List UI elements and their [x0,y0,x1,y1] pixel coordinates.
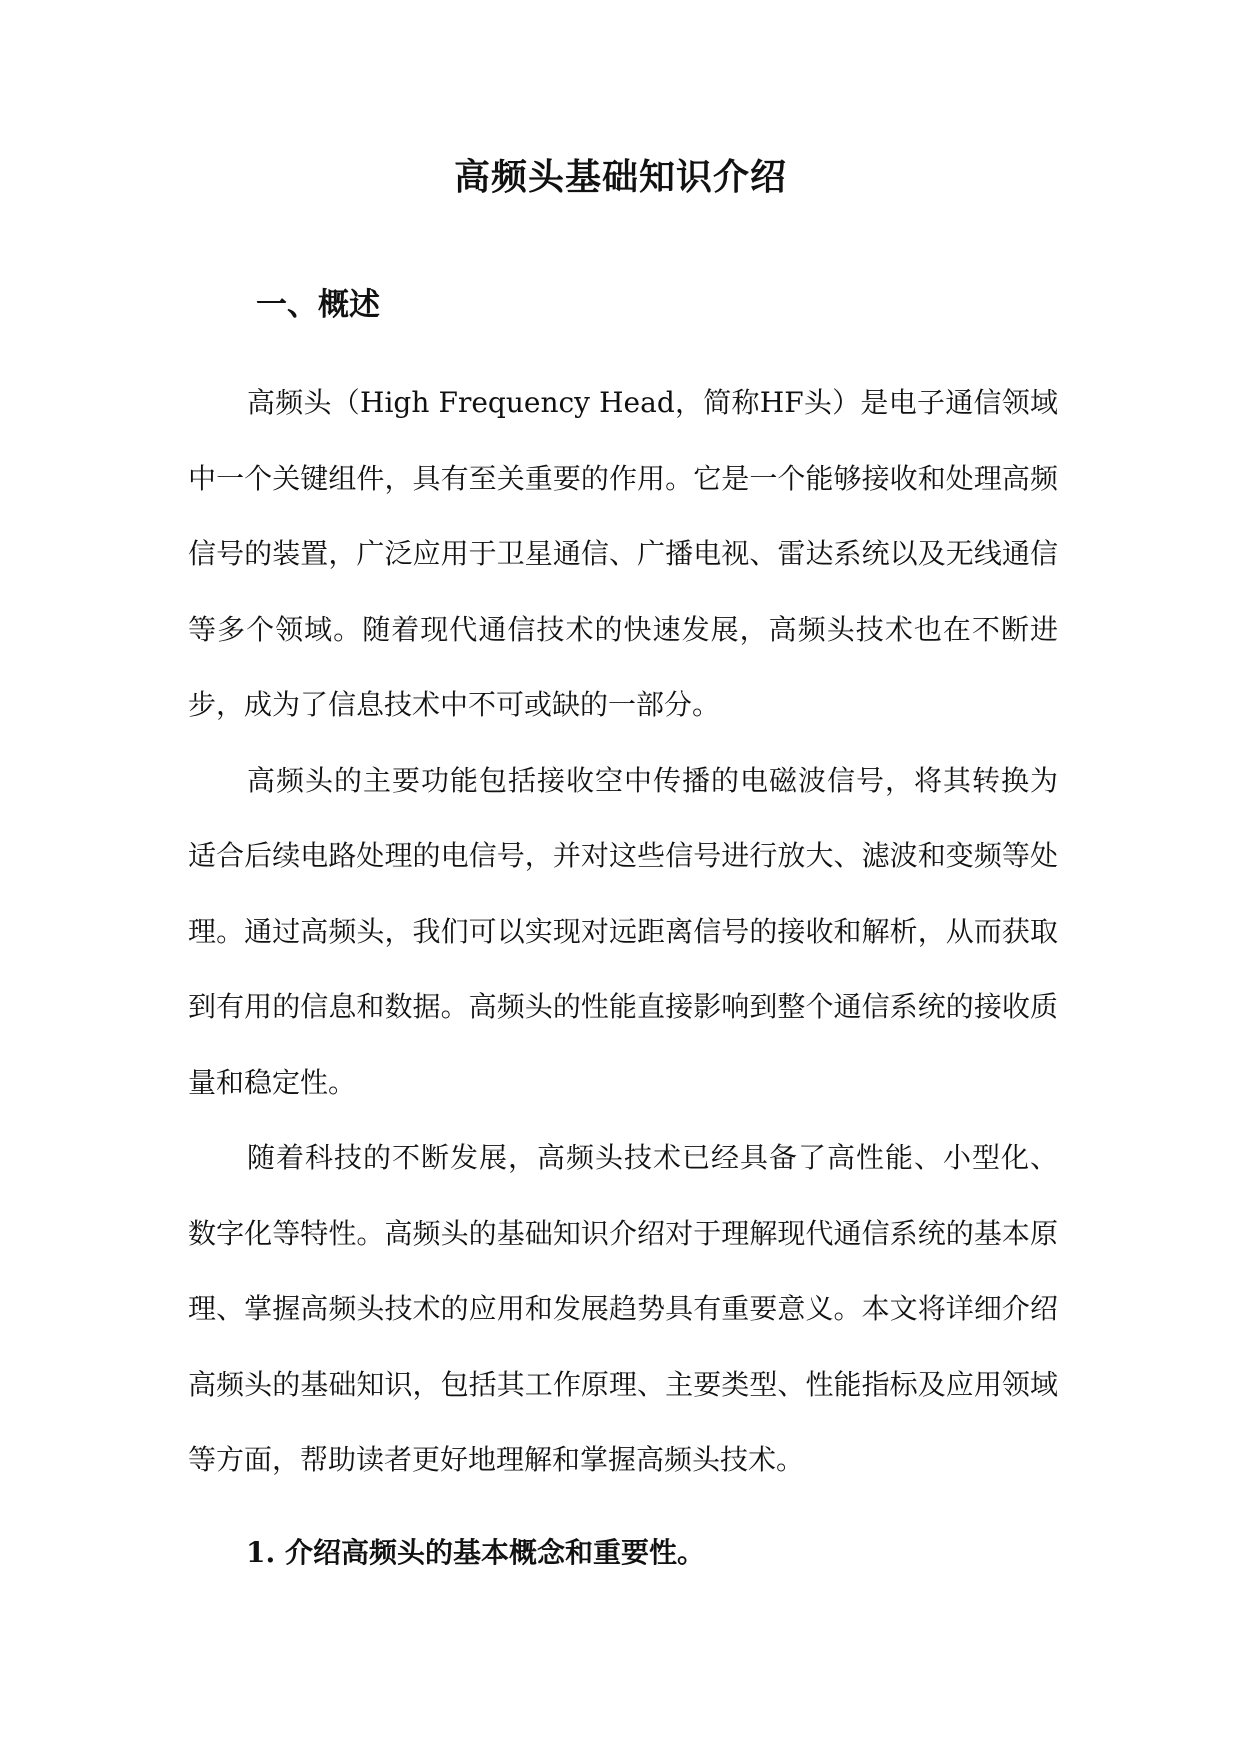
section-heading-overview: 一、概述 [256,287,380,323]
body-text [188,365,1058,1498]
paragraph-2: 高频头的主要功能包括接收空中传播的电磁波信号，将其转换为适合后续电路处理的电信号，并对这些信号进行放大、滤波和变频等处理。通过高频头，我们可以实现对远距离信号的接收和解析，从而获取到有用的信息和数据。高频头的性能直接影响到整个通信系统的接收质量和稳定性。 [188,763,1058,1099]
paragraph-3: 随着科技的不断发展，高频头技术已经具备了高性能、小型化、数字化等特性。高频头的基础知识介绍对于理解现代通信系统的基本原理、掌握高频头技术的应用和发展趋势具有重要意义。本文将详细介绍高频头的基础知识，包括其工作原理、主要类型、性能指标及应用领域等方面，帮助读者更好地理解和掌握高频头技术。 [188,1141,1058,1476]
paragraph-1: 高频头（High Frequency Head，简称HF头）是电子通信领域中一个关键组件，具有至关重要的作用。它是一个能够接收和处理高频信号的装置，广泛应用于卫星通信、广播电视、雷达系统以及无线通信等多个领域。随着现代通信技术的快速发展，高频头技术也在不断进步，成为了信息技术中不可或缺的一部分。 [188,386,1058,721]
subheading-basic-concept: 1. 介绍高频头的基本概念和重要性。 [246,1536,705,1569]
document-title: 高频头基础知识介绍 [453,156,787,198]
